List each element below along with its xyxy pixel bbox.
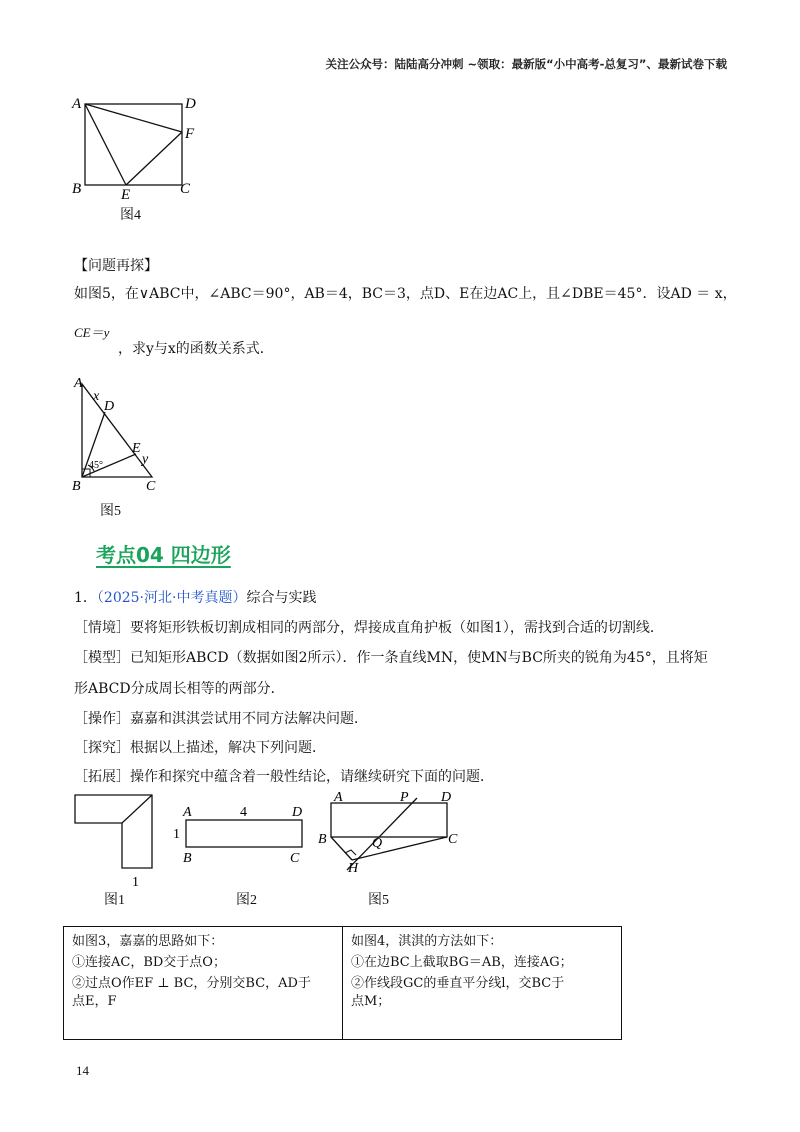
jiajia-method-cell <box>64 927 343 1040</box>
model-text-1: ［模型］已知矩形ABCD（数据如图2所示）．作一条直线MN，使MN与BC所夹的锐角为45°，且将矩 <box>74 650 708 666</box>
jiajia-line-2: ①连接AC，BD交于点O； <box>72 955 226 970</box>
fig5b-label-p: P <box>400 790 409 805</box>
question-1-line <box>74 588 316 608</box>
fig4-label-f: F <box>185 126 195 142</box>
figure-1-caption: 图1 <box>104 893 125 908</box>
fig5-label-angle: 45° <box>89 460 103 471</box>
fig5-label-c: C <box>146 479 156 494</box>
page-number: 14 <box>76 1063 89 1078</box>
problem-again-line-1: 如图5，在∨ABC中，∠ABC＝90°，AB＝4，BC＝3，点D、E在边AC上，且∠DBE＝45°．设AD ＝ x， <box>74 286 737 302</box>
figure-5b-diagram <box>314 790 464 880</box>
fig4-label-b: B <box>72 181 82 197</box>
fig5b-label-a: A <box>334 790 343 805</box>
qiqi-line-4: 点M； <box>351 994 391 1009</box>
fig4-label-a: A <box>72 96 82 112</box>
fig4-label-d: D <box>185 96 196 112</box>
problem-again-line-2a: CE＝y <box>74 325 110 340</box>
figure-2-caption: 图2 <box>236 893 257 908</box>
fig5-label-e: E <box>132 441 141 456</box>
fig5-label-x: x <box>93 389 100 404</box>
figure-5b-caption: 图5 <box>368 893 389 908</box>
model-text-2: 形ABCD分成周长相等的两部分． <box>74 681 285 697</box>
fig2-label-d: D <box>292 805 303 820</box>
fig2-label-c: C <box>290 851 300 866</box>
jiajia-line-4: 点E，F <box>72 994 117 1009</box>
fig5b-label-q: Q <box>372 836 383 851</box>
fig5-label-y: y <box>142 452 149 467</box>
fig5b-label-d: D <box>441 790 452 805</box>
operation-text: ［操作］嘉嘉和淇淇尝试用不同方法解决问题． <box>74 711 368 727</box>
figure-4-diagram <box>60 90 220 220</box>
problem-again-heading: 【问题再探】 <box>74 258 158 274</box>
fig4-label-e: E <box>121 187 131 203</box>
page-header: 关注公众号：陆陆高分冲刺 ~领取：最新版“小中高考-总复习”、最新试卷下载 <box>325 57 727 71</box>
explore-text: ［探究］根据以上描述，解决下列问题． <box>74 740 326 756</box>
fig5-label-d: D <box>104 399 115 414</box>
question-source-link[interactable]: （2025·河北·中考真题） <box>96 590 247 606</box>
jiajia-line-3: ②过点O作EF ⊥ BC，分别交BC，AD于 <box>72 976 311 991</box>
solution-table <box>63 926 622 1040</box>
fig5-label-a: A <box>74 376 83 391</box>
fig5b-label-c: C <box>448 832 458 847</box>
qiqi-line-3: ②作线段GC的垂直平分线l，交BC于 <box>351 976 565 991</box>
qiqi-line-2: ①在边BC上截取BG＝AB，连接AG； <box>351 955 573 970</box>
fig1-dim-label: 1 <box>132 875 139 890</box>
figure-5-caption: 图5 <box>100 504 121 519</box>
question-type: 综合与实践 <box>246 590 317 606</box>
qiqi-line-1: 如图4，淇淇的方法如下： <box>351 934 503 949</box>
fig5b-label-b: B <box>318 832 327 847</box>
question-number: 1． <box>74 590 97 606</box>
fig2-label-b: B <box>183 851 192 866</box>
qiqi-method-cell <box>343 927 622 1040</box>
section-title: 考点04 四边形 <box>96 543 231 567</box>
extend-text: ［拓展］操作和探究中蕴含着一般性结论，请继续研究下面的问题． <box>74 769 494 785</box>
situation-text: ［情境］要将矩形铁板切割成相同的两部分，焊接成直角护板（如图1），需找到合适的切割线． <box>74 620 664 636</box>
fig4-label-c: C <box>180 181 191 197</box>
figure-1-diagram <box>72 792 162 892</box>
problem-again-line-2b: ，求y与x的函数关系式． <box>118 341 274 357</box>
figure-4-caption: 图4 <box>120 208 141 223</box>
fig2-label-left: 1 <box>173 827 180 842</box>
figure-5-triangle <box>66 372 176 497</box>
fig2-label-a: A <box>183 805 192 820</box>
fig5b-label-h: H <box>348 861 359 876</box>
fig5-label-b: B <box>72 479 81 494</box>
jiajia-line-1: 如图3，嘉嘉的思路如下： <box>72 934 224 949</box>
fig2-label-top: 4 <box>240 805 247 820</box>
figure-2-diagram <box>170 800 320 870</box>
